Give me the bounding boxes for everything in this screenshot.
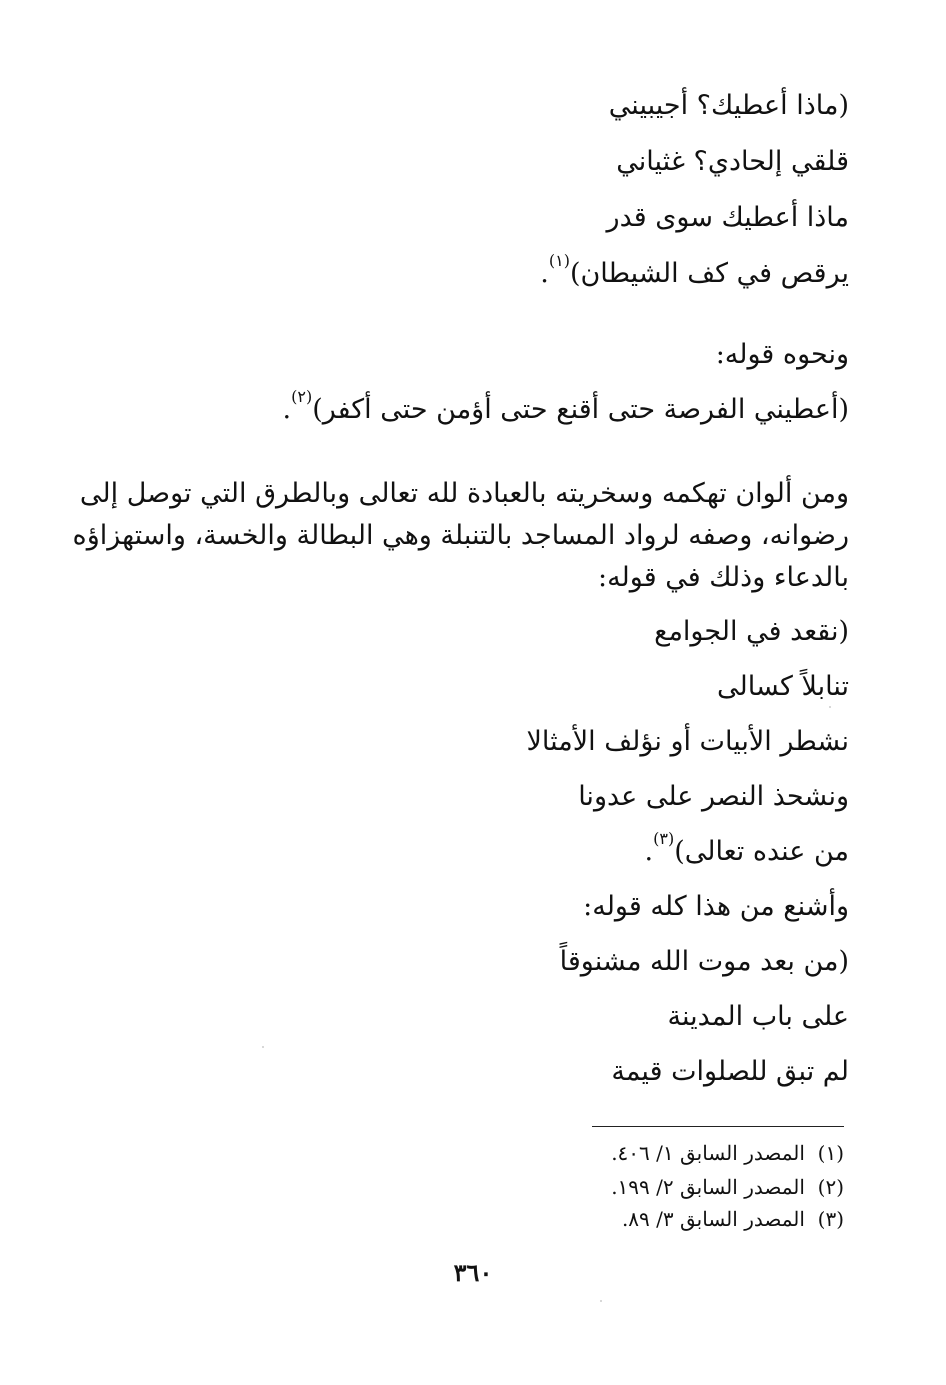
verse-line: نشطر الأبيات أو نؤلف الأمثالا [526, 726, 849, 757]
paragraph-line: رضوانه، وصفه لرواد المساجد بالتنبلة وهي البطالة والخسة، واستهزاؤه [72, 520, 849, 551]
intro-line: وأشنع من هذا كله قوله: [583, 891, 849, 922]
footnote-number: (٣) [817, 1207, 844, 1231]
verse-period: . [644, 836, 654, 867]
footnote-separator [592, 1126, 844, 1127]
intro-line: ونحوه قوله: [715, 339, 849, 370]
verse-text: يرقص في كف الشيطان) [569, 258, 849, 289]
footnote-ref: (٢) [291, 387, 313, 406]
footnote-number: (٢) [817, 1175, 844, 1199]
paragraph-line: بالدعاء وذلك في قوله: [597, 562, 849, 593]
verse-period: . [540, 258, 549, 289]
verse-line: تنابلاً كسالى [717, 671, 849, 702]
quote-text: (أعطيني الفرصة حتى أقنع حتى أؤمن حتى أكفر) [312, 394, 849, 425]
footnote-text: المصدر السابق ٣/ ٨٩. [621, 1207, 805, 1231]
verse-line: (من بعد موت الله مشنوقاً [559, 946, 849, 977]
verse-line: ونشحذ النصر على عدونا [578, 781, 849, 812]
verse-line [644, 829, 849, 870]
verse-line: (نقعد في الجوامع [654, 616, 849, 647]
footnote-item [622, 1206, 844, 1232]
verse-text: من عنده تعالى) [674, 836, 849, 867]
quote-line [282, 387, 850, 428]
scan-speck [262, 1046, 264, 1048]
verse-line: قلقي إلحادي؟ غثياني [616, 146, 849, 177]
verse-line: على باب المدينة [667, 1001, 849, 1032]
verse-line: لم تبق للصلوات قيمة [611, 1056, 849, 1087]
footnote-number: (١) [817, 1141, 844, 1165]
footnote-item [611, 1140, 844, 1166]
page-number: ٣٦٠ [453, 1258, 493, 1287]
verse-line [540, 251, 849, 292]
footnote-item [611, 1174, 844, 1200]
verse-line: (ماذا أعطيك؟ أجيبيني [608, 90, 849, 121]
verse-line: ماذا أعطيك سوى قدر [606, 202, 849, 233]
scan-speck [600, 1300, 602, 1302]
footnote-text: المصدر السابق ١/ ٤٠٦. [611, 1141, 805, 1165]
paragraph-line: ومن ألوان تهكمه وسخريته بالعبادة لله تعالى وبالطرق التي توصل إلى [79, 478, 849, 509]
footnote-text: المصدر السابق ٢/ ١٩٩. [611, 1175, 805, 1199]
footnote-ref: (١) [548, 251, 570, 270]
scan-speck [829, 706, 831, 708]
footnote-ref: (٣) [653, 829, 675, 848]
quote-period: . [282, 394, 292, 425]
